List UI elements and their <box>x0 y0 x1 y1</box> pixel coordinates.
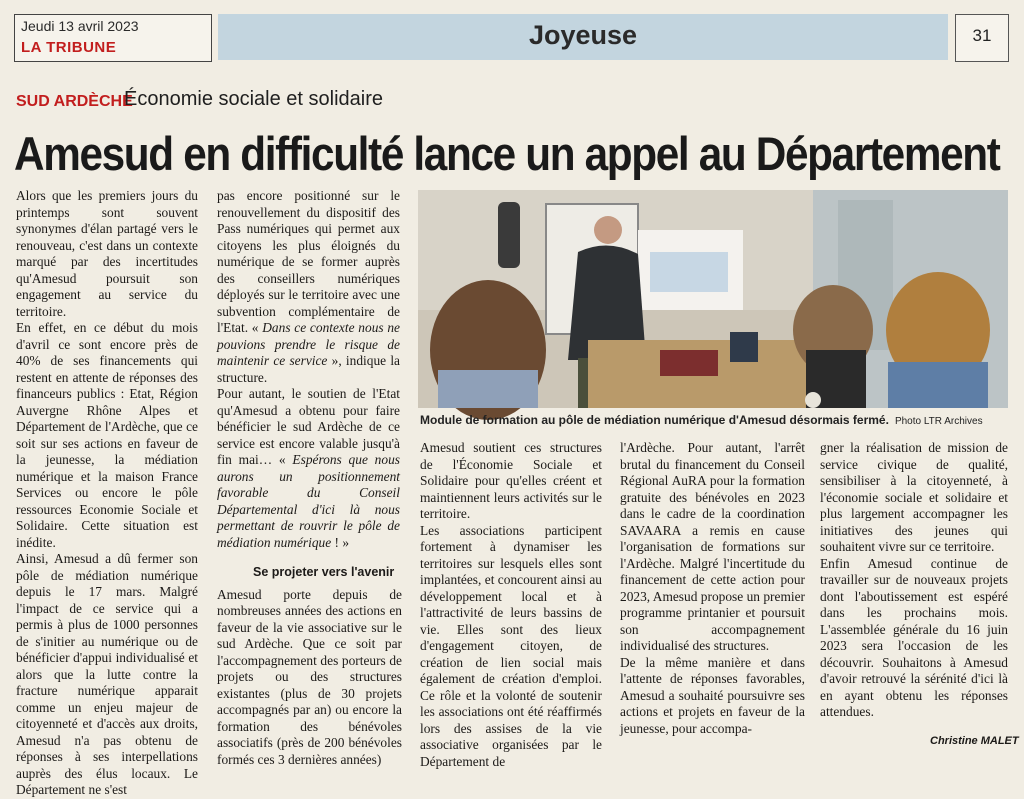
headline: Amesud en difficulté lance un appel au Département <box>14 127 1000 180</box>
paragraph: Ainsi, Amesud a dû fermer son pôle de médiation numérique depuis le 17 mars. Malgré l'impact de ce service qui a permis à plus de 1000 personnes de s'initier au numérique ou de bénéficier d'appui individualisé et alors que la lutte contre la fracture numérique apparait comme un enjeu majeur de citoyenneté et d'accès aux droits, Amesud n'a pas obtenu de réponses à ses interpellations auprès des élus locaux. Le Département ne s'est <box>16 551 198 797</box>
photo-credit: Photo LTR Archives <box>894 416 983 427</box>
subheading: Se projeter vers l'avenir <box>253 565 395 579</box>
paragraph: pas encore positionné sur le renouvellement du dispositif des Pass numériques qui permet aux citoyens les plus éloignés du numérique de se former auprès des conseillers numériques déployés sur le territoire avec une subvention complémentaire de l'Etat. « Dans ce contexte nous ne pouvions prendre le risque de maintenir ce service », indique la structure. <box>217 188 400 385</box>
paragraph: Les associations participent fortement à dynamiser les territoires sur lesquels elles sont implantées, et concourent ainsi au développement local et à l'attractivité de leurs bassins de vie. Elles sont des lieux d'engagement citoyen, de création de lien social mais également de création d'emploi. Ce rôle et la volonté de soutenir les associations ont été réaffirmés lors des assises de la vie associative organisées par le Département de <box>420 522 602 769</box>
paragraph: Pour autant, le soutien de l'Etat qu'Amesud a obtenu pour faire bénéficier le sud Ardèche de ce service est encore valable jusqu'à fin mai… « Espérons que nous aurons un positionnement favorable du Conseil Départemental d'ici là nous permettant de rouvrir le pôle de médiation numérique ! » <box>217 386 400 550</box>
author-signature: Christine MALET <box>930 735 1019 747</box>
article-column-3 <box>420 440 602 769</box>
issue-date: Jeudi 13 avril 2023 <box>21 18 139 34</box>
paragraph: Enfin Amesud continue de travailler sur de nouveaux projets dont l'aboutissement est espéré dans les prochains mois. L'assemblée générale du 16 juin 2023 sera l'occasion de les découvrir. Souhaitons à Amesud d'avoir retrouvé la sérénité d'ici là en ayant obtenu les réponses attendues. <box>820 555 1008 719</box>
kicker: Économie sociale et solidaire <box>124 88 384 110</box>
page-number: 31 <box>972 26 992 45</box>
paragraph: Amesud porte depuis de nombreuses années des actions en faveur de la vie associative sur le sud Ardèche. Que ce soit par l'accompagnement des porteurs de projets ou des structures existantes (plus de 30 projets accompagnés par an) ou encore la formation des bénévoles associatifs (près de 200 bénévoles formés ces 3 dernières années) <box>217 586 402 767</box>
publication-name: LA TRIBUNE <box>21 39 117 56</box>
article-column-5 <box>820 440 1008 730</box>
classroom-photo-illustration <box>418 190 1008 408</box>
section-band <box>218 14 948 60</box>
rubric: SUD ARDÈCHE <box>16 93 133 110</box>
photo-caption <box>420 413 1010 427</box>
article-column-1 <box>16 188 198 797</box>
paragraph: Alors que les premiers jours du printemps sont souvent synonymes d'élan partagé vers le renouveau, c'est dans un contexte marqué par des incertitudes qu'Amesud poursuit son engagement au service du territoire. <box>16 188 198 319</box>
quote: Espérons que nous aurons un positionnement favorable du Conseil Départemental d'ici là nous permettant de rouvrir le pôle de médiation numérique <box>217 452 400 550</box>
article-column-2 <box>217 188 400 550</box>
paragraph: gner la réalisation de mission de service civique de qualité, sensibiliser à la citoyenneté, à l'économie sociale et solidaire et plus largement accompagner les initiatives des jeunes qui souhaitent vivre sur ce territoire. <box>820 440 1008 554</box>
page-number-box <box>955 14 1009 62</box>
caption-text: Module de formation au pôle de médiation numérique d'Amesud désormais fermé. <box>420 413 889 427</box>
paragraph: Amesud soutient ces structures de l'Économie Sociale et Solidaire pour qu'elles créent et maintiennent leurs activités sur le territoire. <box>420 440 602 521</box>
date-box <box>14 14 212 62</box>
article-photo <box>418 190 1008 408</box>
article-column-4 <box>620 440 805 754</box>
paragraph: De la même manière et dans l'attente de réponses favorables, Amesud a souhaité poursuivre ses actions et projets en faveur de la jeunesse, pour accompa- <box>620 654 805 736</box>
quote: Dans ce contexte nous ne pouvions prendre le risque de maintenir ce service <box>217 320 400 368</box>
paragraph: l'Ardèche. Pour autant, l'arrêt brutal du financement du Conseil Régional AuRA pour la formation gratuite des bénévoles en 2023 dans le cadre de la coordination SAVAARA a remis en cause l'organisation de formations sur l'Ardèche. Malgré l'incertitude du financement de cette action pour 2023, Amesud propose un premier programme printanier et poursuit son accompagnement individualisé des structures. <box>620 440 805 653</box>
section-title: Joyeuse <box>528 20 638 50</box>
paragraph: En effet, en ce début du mois d'avril ce sont encore près de 40% de ses financements qui restent en attente de réponses des financeurs publics : Etat, Région Auvergne Rhône Alpes et Département de l'Ardèche, que ce soit sur ses actions en faveur de la jeunesse, la médiation numérique et la maison France Services ou encore le pôle ressources Economie Sociale et Solidaire. Cette situation est inédite. <box>16 320 198 550</box>
article-column-2-bottom <box>217 554 402 767</box>
